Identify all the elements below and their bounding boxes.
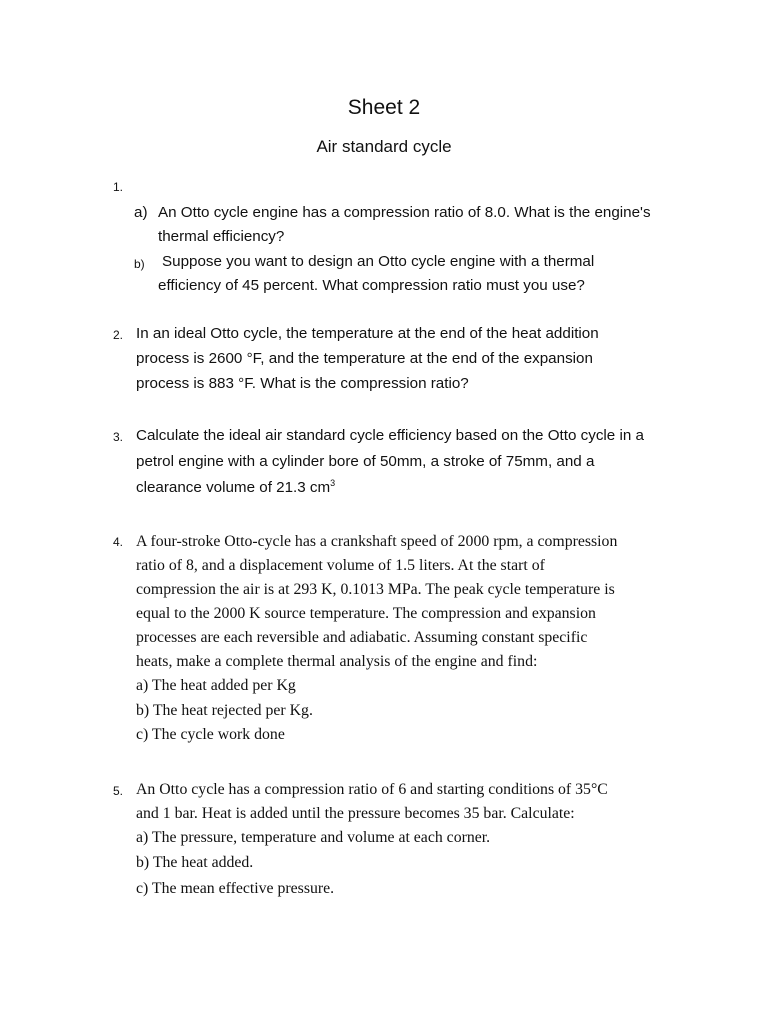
question-text-line: a) The heat added per Kg (136, 677, 296, 694)
question-text-line: b) The heat added. (136, 854, 254, 871)
question-text-line: An Otto cycle has a compression ratio of 6 and starting conditions of 35°C (136, 781, 608, 798)
question-text-line: A four-stroke Otto-cycle has a crankshaft speed of 2000 rpm, a compression (136, 533, 618, 550)
question-text-line: Calculate the ideal air standard cycle efficiency based on the Otto cycle in a (136, 427, 644, 444)
question-text: clearance volume of 21.3 cm (136, 479, 331, 496)
question-text-line: efficiency of 45 percent. What compression ratio must you use? (158, 277, 585, 294)
question-text-line: equal to the 2000 K source temperature. The compression and expansion (136, 605, 596, 622)
question-text-line: An Otto cycle engine has a compression ratio of 8.0. What is the engine's (158, 204, 651, 221)
question-text-line: Suppose you want to design an Otto cycle engine with a thermal (162, 253, 595, 270)
question-text-line: heats, make a complete thermal analysis of the engine and find: (136, 653, 538, 670)
question-text-line: petrol engine with a cylinder bore of 50mm, a stroke of 75mm, and a (136, 453, 595, 470)
question-text-line: thermal efficiency? (158, 228, 285, 245)
question-number: 5. (113, 784, 124, 798)
question-text-line: process is 883 °F. What is the compression ratio? (136, 375, 469, 392)
question-text-line: c) The mean effective pressure. (136, 880, 335, 897)
question-text-line: and 1 bar. Heat is added until the pressure becomes 35 bar. Calculate: (136, 805, 575, 822)
question-text-line: In an ideal Otto cycle, the temperature at the end of the heat addition (136, 325, 599, 342)
sub-question-label: a) (134, 204, 148, 221)
question-text-line: compression the air is at 293 K, 0.1013 MPa. The peak cycle temperature is (136, 581, 615, 598)
superscript: 3 (330, 478, 336, 488)
question-number: 2. (113, 328, 124, 342)
question-number: 3. (113, 430, 124, 444)
question-number: 4. (113, 535, 124, 549)
page-subtitle: Air standard cycle (316, 137, 452, 156)
sub-question-label: b) (134, 257, 145, 271)
page-title: Sheet 2 (347, 96, 421, 119)
question-text-line: c) The cycle work done (136, 726, 285, 743)
question-text-line (136, 476, 335, 500)
question-text-line: process is 2600 °F, and the temperature at the end of the expansion (136, 350, 593, 367)
question-text-line: processes are each reversible and adiabatic. Assuming constant specific (136, 629, 588, 646)
question-text-line: b) The heat rejected per Kg. (136, 702, 313, 719)
question-text-line: a) The pressure, temperature and volume at each corner. (136, 829, 491, 846)
question-number: 1. (113, 180, 124, 194)
question-text-line: ratio of 8, and a displacement volume of 1.5 liters. At the start of (136, 557, 545, 574)
